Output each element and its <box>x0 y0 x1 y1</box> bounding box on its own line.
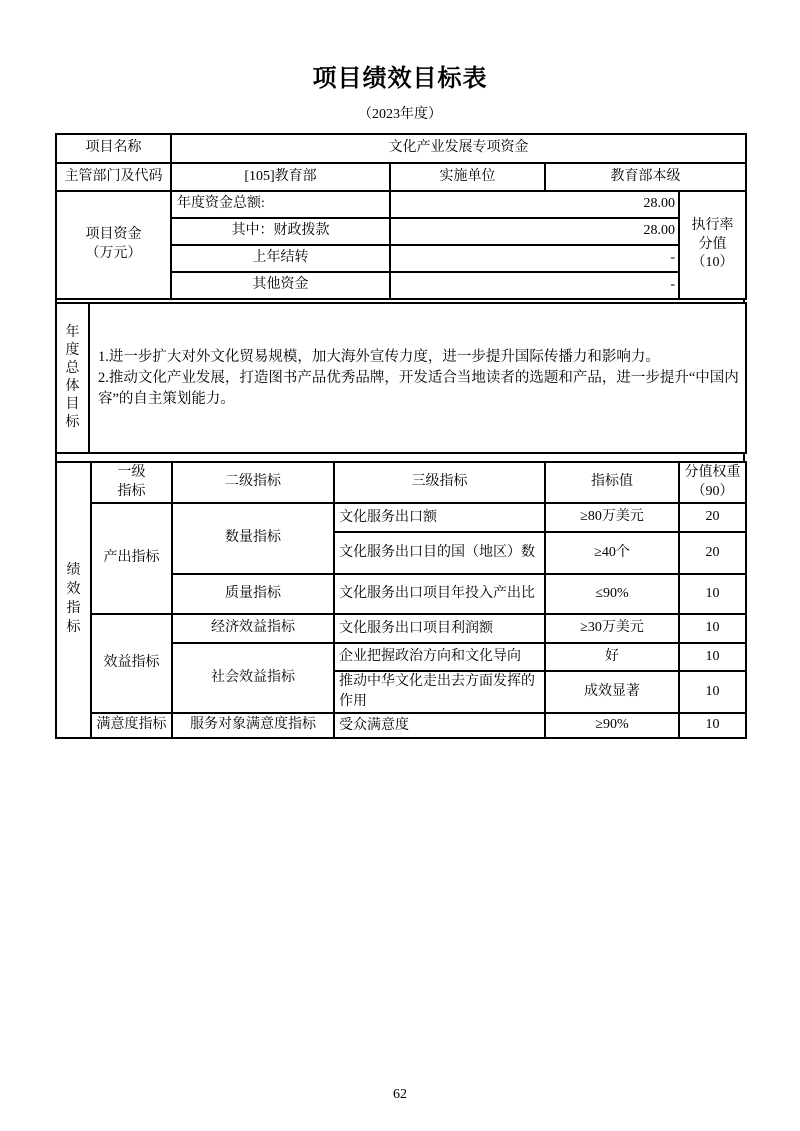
page-subtitle: （2023年度） <box>358 107 442 122</box>
indicator-weight: 10 <box>679 713 746 738</box>
level1-benefit: 效益指标 <box>91 614 172 713</box>
main-table-area <box>55 133 745 739</box>
department-value: [105]教育部 <box>171 163 390 191</box>
header-level1-line1: 一级 <box>117 464 146 480</box>
indicator-weight: 20 <box>679 532 746 574</box>
level3-indicator: 文化服务出口额 <box>334 503 545 532</box>
execution-rate-score <box>679 191 746 299</box>
performance-table <box>55 461 747 739</box>
project-name-value: 文化产业发展专项资金 <box>171 134 746 163</box>
header-weight-line2: （90） <box>691 483 734 499</box>
level2-quality: 质量指标 <box>172 574 334 614</box>
impl-unit-value: 教育部本级 <box>545 163 746 191</box>
funds-group-label-line2: （万元） <box>85 246 142 261</box>
annual-goal-table <box>55 302 747 454</box>
funds-fiscal-label: 其中：财政拨款 <box>171 218 390 245</box>
annual-goal-label-text: 年度总体目标 <box>65 325 80 430</box>
execution-rate-line1: 执行率 <box>691 217 734 233</box>
header-value: 指标值 <box>545 462 679 503</box>
level3-indicator: 推动中华文化走出去方面发挥的作用 <box>334 671 545 713</box>
header-weight-line1: 分值权重 <box>684 464 741 480</box>
funds-row-total <box>56 191 746 218</box>
execution-rate-line2: 分值 <box>698 236 727 252</box>
impl-unit-label: 实施单位 <box>390 163 545 191</box>
funds-fiscal-value: 28.00 <box>390 218 679 245</box>
header-level2: 二级指标 <box>172 462 334 503</box>
indicator-weight: 10 <box>679 614 746 643</box>
level3-indicator: 文化服务出口项目年投入产出比 <box>334 574 545 614</box>
level1-satisfaction: 满意度指标 <box>91 713 172 738</box>
header-level1 <box>91 462 172 503</box>
performance-group-label <box>56 462 91 738</box>
funds-carryover-value: - <box>390 245 679 272</box>
level2-satisfaction: 服务对象满意度指标 <box>172 713 334 738</box>
indicator-weight: 10 <box>679 574 746 614</box>
table-row <box>56 614 746 643</box>
indicator-value: ≥80万美元 <box>545 503 679 532</box>
department-row <box>56 163 746 191</box>
level1-output: 产出指标 <box>91 503 172 614</box>
page-number: 62 <box>393 1087 407 1102</box>
head-funds-table <box>55 133 747 300</box>
funds-group-label <box>56 191 171 299</box>
annual-goal-label <box>56 303 89 453</box>
indicator-value: ≤90% <box>545 574 679 614</box>
funds-carryover-label: 上年结转 <box>171 245 390 272</box>
annual-goal-content <box>89 303 746 453</box>
header-level1-line2: 指标 <box>117 483 146 499</box>
indicator-value: ≥30万美元 <box>545 614 679 643</box>
annual-goal-item-2: 2.推动文化产业发展，打造图书产品优秀品牌，开发适合当地读者的选题和产品，进一步提升“中国内容”的自主策划能力。 <box>98 369 739 407</box>
level3-indicator: 企业把握政治方向和文化导向 <box>334 643 545 671</box>
funds-group-label-line1: 项目资金 <box>85 227 142 243</box>
level2-social: 社会效益指标 <box>172 643 334 713</box>
level3-indicator: 文化服务出口项目利润额 <box>334 614 545 643</box>
department-label: 主管部门及代码 <box>56 163 171 191</box>
performance-group-label-text: 绩效指标 <box>66 563 81 635</box>
project-name-label: 项目名称 <box>56 134 171 163</box>
execution-rate-line3: （10） <box>691 255 734 271</box>
section-divider <box>55 454 745 461</box>
header-weight <box>679 462 746 503</box>
performance-header-row <box>56 462 746 503</box>
annual-goal-item-1: 1.进一步扩大对外文化贸易规模，加大海外宣传力度，进一步提升国际传播力和影响力。 <box>98 348 660 365</box>
page-title: 项目绩效目标表 <box>312 66 488 92</box>
level3-indicator: 受众满意度 <box>334 713 545 738</box>
table-row <box>56 713 746 738</box>
level2-quantity: 数量指标 <box>172 503 334 574</box>
indicator-weight: 10 <box>679 671 746 713</box>
funds-other-label: 其他资金 <box>171 272 390 299</box>
indicator-value: ≥90% <box>545 713 679 738</box>
indicator-value: ≥40个 <box>545 532 679 574</box>
indicator-weight: 10 <box>679 643 746 671</box>
table-row <box>56 503 746 532</box>
indicator-value: 好 <box>545 643 679 671</box>
level3-indicator: 文化服务出口目的国（地区）数 <box>334 532 545 574</box>
project-name-row <box>56 134 746 163</box>
funds-total-label: 年度资金总额: <box>171 191 390 218</box>
indicator-weight: 20 <box>679 503 746 532</box>
funds-total-value: 28.00 <box>390 191 679 218</box>
annual-goal-row <box>56 303 746 453</box>
indicator-value: 成效显著 <box>545 671 679 713</box>
funds-other-value: - <box>390 272 679 299</box>
level2-economic: 经济效益指标 <box>172 614 334 643</box>
header-level3: 三级指标 <box>334 462 545 503</box>
